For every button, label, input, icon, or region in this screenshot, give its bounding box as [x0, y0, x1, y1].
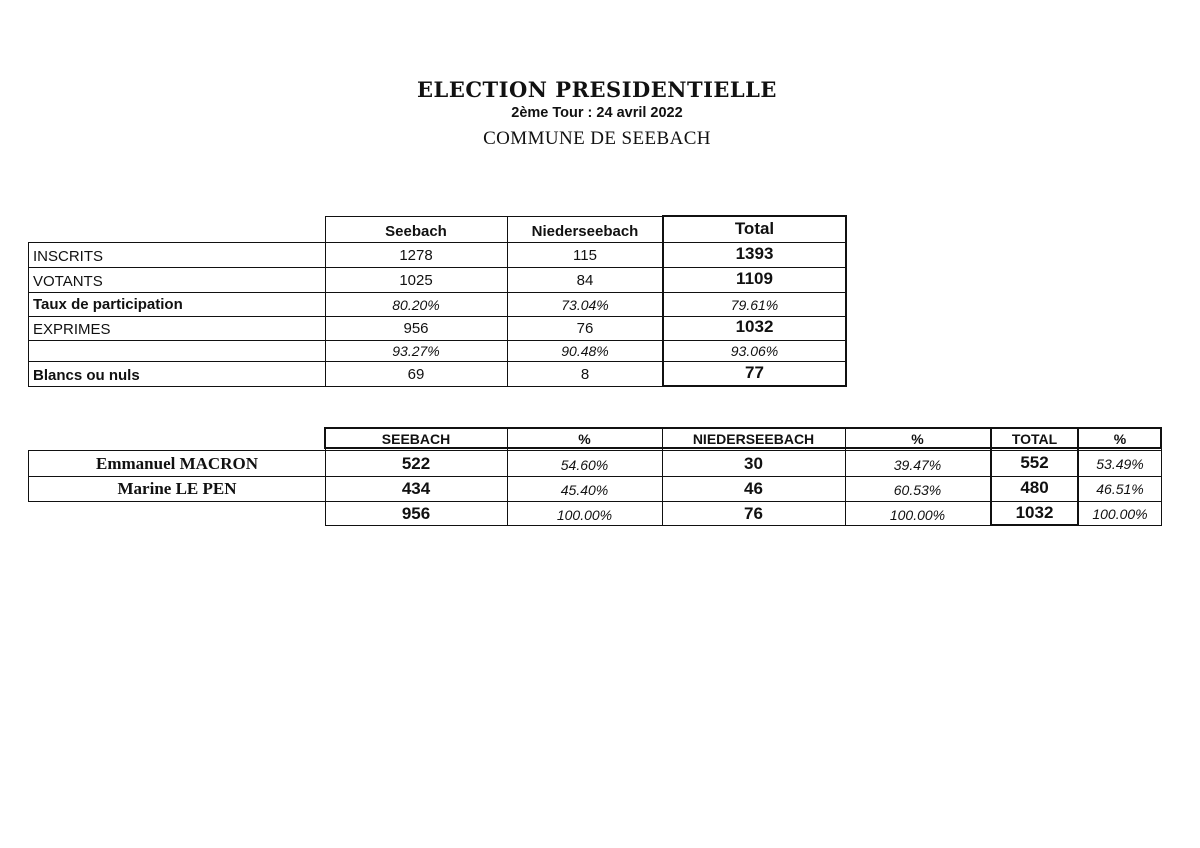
cell-macron-niederseebach: 30 [744, 453, 763, 473]
cell-macron-seebach: 522 [401, 453, 431, 473]
cell-macron-total-pct: 53.49% [1096, 455, 1144, 472]
cell-lepen-niederseebach: 46 [744, 479, 763, 498]
cell-lepen-total-pct: 46.51% [1096, 481, 1144, 497]
cell-lepen-total: 480 [1020, 478, 1049, 497]
cell-lepen-seebach: 434 [401, 479, 431, 498]
cell-lepen-niederseebach-pct: 60.53% [893, 482, 942, 498]
results-header-niederseebach-pct: % [911, 430, 924, 447]
cell-total-niederseebach: 76 [744, 503, 763, 523]
cell-taux-total: 79.61% [730, 296, 779, 313]
cell-exprimes-seebach: 956 [403, 320, 429, 337]
cell-exprimes-pct-niederseebach: 90.48% [561, 342, 609, 359]
column-header-seebach: Seebach [385, 223, 447, 240]
commune-name: COMMUNE DE SEEBACH [483, 128, 711, 149]
column-header-niederseebach: Niederseebach [531, 223, 639, 240]
cell-total-seebach-pct: 100.00% [556, 506, 613, 523]
document-title: ELECTION PRESIDENTIELLE [417, 77, 777, 102]
cell-inscrits-seebach: 1278 [399, 246, 433, 264]
cell-taux-niederseebach: 73.04% [561, 296, 609, 313]
cell-blancs-seebach: 69 [407, 365, 425, 383]
cell-inscrits-niederseebach: 115 [573, 246, 597, 264]
cell-exprimes-pct-seebach: 93.27% [392, 342, 440, 359]
row-label-exprimes-pct [29, 341, 325, 361]
candidate-name-macron: Emmanuel MACRON [96, 453, 258, 473]
document-subtitle: 2ème Tour : 24 avril 2022 [511, 105, 683, 121]
candidate-name-le-pen: Marine LE PEN [117, 479, 237, 498]
results-header-total: TOTAL [1011, 430, 1058, 447]
cell-total-niederseebach-pct: 100.00% [889, 506, 946, 523]
cell-inscrits-total: 1393 [735, 244, 774, 263]
results-header-seebach-pct: % [578, 430, 591, 447]
cell-votants-seebach: 1025 [399, 271, 433, 289]
cell-grand-total-pct: 100.00% [1092, 505, 1148, 522]
cell-blancs-total: 77 [745, 363, 764, 382]
cell-total-seebach: 956 [401, 503, 431, 523]
cell-votants-niederseebach: 84 [576, 271, 594, 289]
cell-macron-total: 552 [1020, 452, 1049, 472]
results-total-label [29, 502, 325, 525]
cell-taux-seebach: 80.20% [392, 296, 440, 313]
row-label-votants: VOTANTS [33, 273, 103, 290]
row-label-inscrits: INSCRITS [33, 248, 104, 265]
row-label-taux-participation: Taux de participation [33, 296, 183, 313]
cell-macron-niederseebach-pct: 39.47% [893, 456, 942, 473]
results-header-niederseebach: NIEDERSEEBACH [692, 430, 815, 447]
results-header-total-pct: % [1113, 430, 1127, 447]
cell-macron-seebach-pct: 54.60% [560, 456, 609, 473]
column-header-total: Total [734, 219, 775, 238]
cell-exprimes-total: 1032 [735, 317, 774, 336]
cell-exprimes-pct-total: 93.06% [730, 342, 779, 359]
row-label-exprimes: EXPRIMES [33, 321, 111, 338]
cell-blancs-niederseebach: 8 [580, 365, 590, 383]
cell-votants-total: 1109 [736, 269, 773, 288]
row-label-blancs-nuls: Blancs ou nuls [33, 367, 140, 384]
cell-exprimes-niederseebach: 76 [576, 320, 594, 337]
cell-grand-total: 1032 [1015, 502, 1054, 522]
results-header-seebach: SEEBACH [381, 430, 451, 447]
cell-lepen-seebach-pct: 45.40% [560, 482, 609, 498]
